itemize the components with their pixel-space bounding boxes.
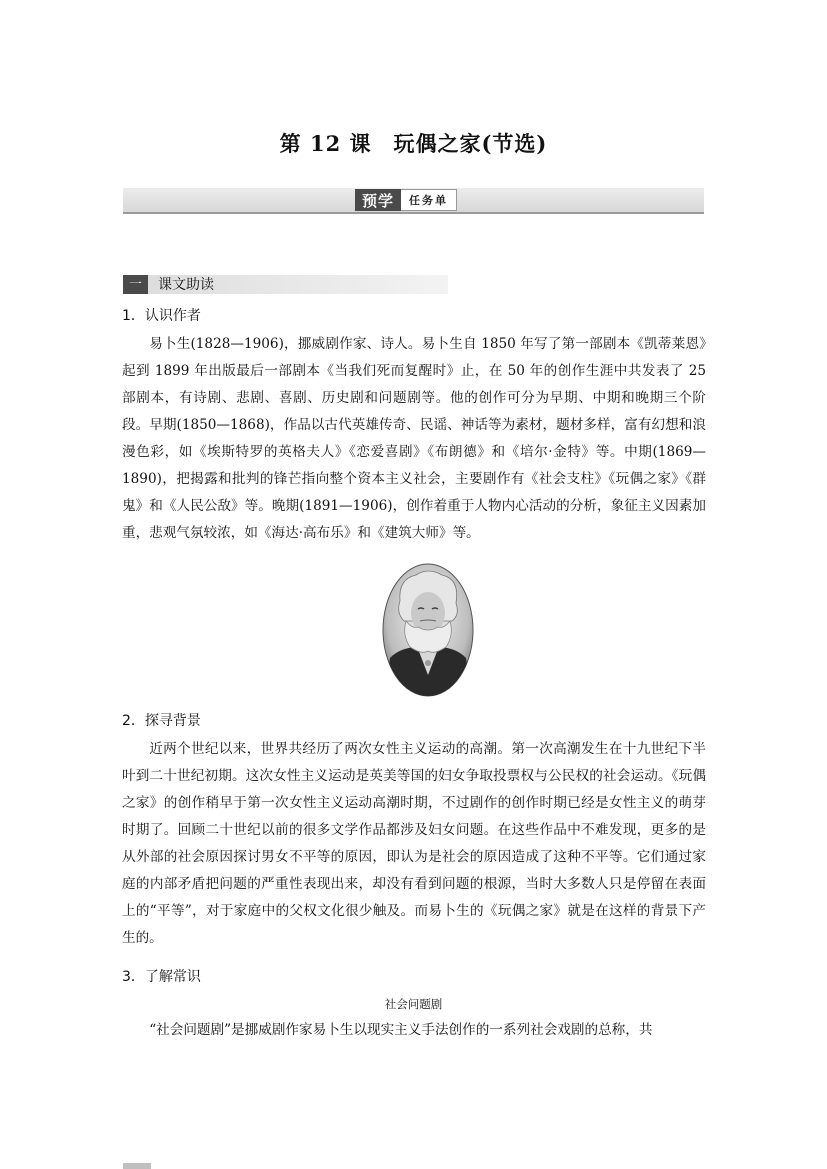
section-number: 一 [123,275,148,294]
banner-main-label: 预学 [355,189,401,211]
paragraph-knowledge: “社会问题剧”是挪威剧作家易卜生以现实主义手法创作的一系列社会戏剧的总称，共 [149,1022,653,1038]
section-header [123,275,448,294]
ibsen-portrait [382,563,474,697]
subheading-background: 2．探寻背景 [122,713,201,729]
subheading-author: 1．认识作者 [122,308,201,324]
preview-banner [123,188,704,214]
knowledge-label: 社会问题剧 [384,997,443,1011]
bottom-marker [123,1163,151,1169]
lesson-title: 第 12 课 玩偶之家(节选) [279,131,548,156]
banner-badge [355,189,457,211]
banner-sub-label: 任务单 [401,189,457,211]
paragraph-background: 近两个世纪以来，世界共经历了两次女性主义运动的高潮。第一次高潮发生在十九世纪下半叶到二十世纪初期。这次女性主义运动是英美等国的妇女争取投票权与公民权的社会运动。《玩偶之家》的创作稍早于第一次女性主义运动高潮时期，不过剧作的创作时期已经是女性主义的萌芽时期了。回顾二十世纪以前的很多文学作品都涉及妇女问题。在这些作品中不难发现，更多的是从外部的社会原因探讨男女不平等的原因，即认为是社会的原因造成了这种不平等。它们通过家庭的内部矛盾把问题的严重性表现出来，却没有看到问题的根源，当时大多数人只是停留在表面上的“平等”，对于家庭中的父权文化很少触及。而易卜生的《玩偶之家》就是在这样的背景下产生的。 [122,741,706,946]
section-title: 课文助读 [158,277,214,293]
paragraph-author: 易卜生(1828—1906)，挪威剧作家、诗人。易卜生自 1850 年写了第一部剧本《凯蒂莱恩》起到 1899 年出版最后一部剧本《当我们死而复醒时》止，在 50 年的创作生涯中共发表了 25 部剧本，有诗剧、悲剧、喜剧、历史剧和问题剧等。他的创作可分为早期、中期和晚期三个阶段。早期(1850—1868)，作品以古代英雄传奇、民谣、神话等为素材，题材多样，富有幻想和浪漫色彩，如《埃斯特罗的英格夫人》《恋爱喜剧》《布朗德》和《培尔·金特》等。中期(1869—1890)，把揭露和批判的锋芒指向整个资本主义社会，主要剧作有《社会支柱》《玩偶之家》《群鬼》和《人民公敌》等。晚期(1891—1906)，创作着重于人物内心活动的分析，象征主义因素加重，悲观气氛较浓，如《海达·高布乐》和《建筑大师》等。 [122,336,706,541]
subheading-knowledge: 3．了解常识 [122,969,201,985]
